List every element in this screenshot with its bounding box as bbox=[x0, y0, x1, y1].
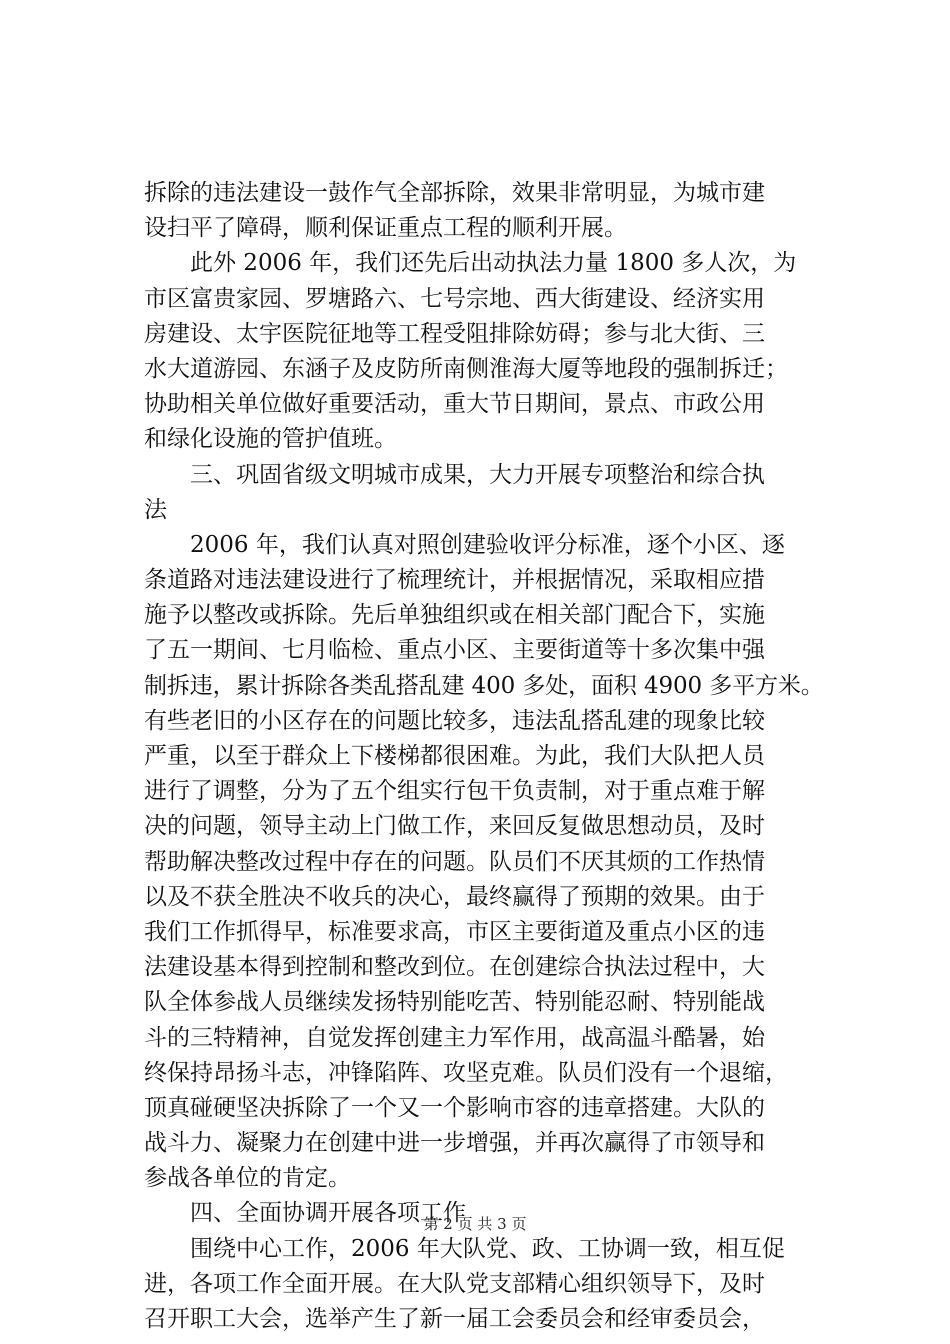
text-line: 施予以整改或拆除。先后单独组织或在相关部门配合下，实施 bbox=[144, 602, 765, 629]
text-line: 参战各单位的肯定。 bbox=[144, 1165, 351, 1192]
text-line: 斗的三特精神，自觉发挥创建主力军作用，战高温斗酷暑，始 bbox=[144, 1024, 765, 1051]
text-line: 条道路对违法建设进行了梳理统计，并根据情况，采取相应措 bbox=[144, 567, 765, 594]
text-line: 进行了调整，分为了五个组实行包干负责制，对于重点难于解 bbox=[144, 778, 765, 805]
text-line: 2006 年，我们认真对照创建验收评分标准，逐个小区、逐 bbox=[144, 531, 785, 558]
text-line: 法建设基本得到控制和整改到位。在创建综合执法过程中，大 bbox=[144, 954, 765, 981]
text-line: 拆除的违法建设一鼓作气全部拆除，效果非常明显，为城市建 bbox=[144, 180, 765, 206]
text-line: 了五一期间、七月临检、重点小区、主要街道等十多次集中强 bbox=[144, 637, 765, 664]
text-line: 进，各项工作全面开展。在大队党支部精心组织领导下，及时 bbox=[144, 1270, 765, 1297]
text-line: 顶真碰硬坚决拆除了一个又一个影响市容的违章搭建。大队的 bbox=[144, 1094, 765, 1121]
text-line: 队全体参战人员继续发扬特别能吃苦、特别能忍耐、特别能战 bbox=[144, 989, 765, 1016]
text-line: 水大道游园、东涵子及皮防所南侧淮海大厦等地段的强制拆迁； bbox=[144, 355, 788, 382]
text-line: 以及不获全胜决不收兵的决心，最终赢得了预期的效果。由于 bbox=[144, 883, 765, 910]
text-line: 战斗力、凝聚力在创建中进一步增强，并再次赢得了市领导和 bbox=[144, 1130, 765, 1157]
text-line: 围绕中心工作，2006 年大队党、政、工协调一致，相互促 bbox=[144, 1235, 785, 1262]
text-line: 市区富贵家园、罗塘路六、七号宗地、西大街建设、经济实用 bbox=[144, 285, 765, 312]
text-line: 法 bbox=[144, 496, 167, 523]
text-line: 帮助解决整改过程中存在的问题。队员们不厌其烦的工作热情 bbox=[144, 848, 765, 875]
text-line: 制拆违，累计拆除各类乱搭乱建 400 多处，面积 4900 多平方米。 bbox=[144, 672, 824, 699]
page-footer: 第 2 页 共 3 页 bbox=[423, 1215, 527, 1233]
text-line: 三、巩固省级文明城市成果，大力开展专项整治和综合执 bbox=[144, 461, 765, 488]
text-line: 协助相关单位做好重要活动，重大节日期间，景点、市政公用 bbox=[144, 391, 765, 418]
text-line: 我们工作抓得早，标准要求高，市区主要街道及重点小区的违 bbox=[144, 918, 765, 945]
text-line: 召开职工大会，选举产生了新一届工会委员会和经审委员会， bbox=[144, 1306, 765, 1332]
text-line: 决的问题，领导主动上门做工作，来回反复做思想动员，及时 bbox=[144, 813, 765, 840]
text-line: 终保持昂扬斗志，冲锋陷阵、攻坚克难。队员们没有一个退缩， bbox=[144, 1059, 788, 1086]
text-line: 设扫平了障碍，顺利保证重点工程的顺利开展。 bbox=[144, 215, 627, 242]
text-line: 房建设、太宇医院征地等工程受阻排除妨碍；参与北大街、三 bbox=[144, 320, 765, 347]
text-line: 严重，以至于群众上下楼梯都很困难。为此，我们大队把人员 bbox=[144, 743, 765, 769]
text-line: 有些老旧的小区存在的问题比较多，违法乱搭乱建的现象比较 bbox=[144, 707, 765, 734]
text-line: 和绿化设施的管护值班。 bbox=[144, 426, 397, 453]
body-text bbox=[144, 176, 824, 1337]
text-line: 四、全面协调开展各项工作 bbox=[144, 1200, 466, 1227]
text-line: 此外 2006 年，我们还先后出动执法力量 1800 多人次，为 bbox=[144, 250, 797, 277]
